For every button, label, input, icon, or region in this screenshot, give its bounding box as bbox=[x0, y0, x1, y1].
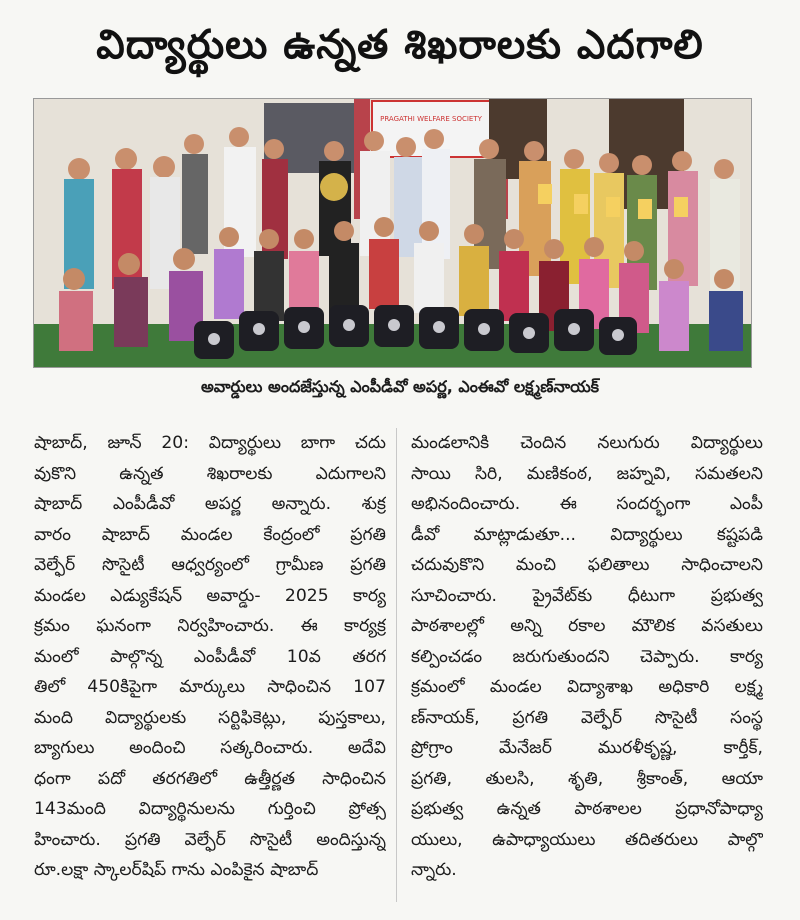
article-line: యులు, ఉపాధ్యాయులు తదితరులు పాల్గొ bbox=[411, 829, 763, 850]
article-line: మండల ఎడ్యుకేషన్ అవార్డు- 2025 కార్య bbox=[34, 585, 386, 606]
article-column-left bbox=[34, 428, 386, 886]
article-line: 143మంది విద్యార్థినులను గుర్తించి ప్రోత్స bbox=[34, 799, 386, 819]
article-line: ప్రభుత్వ ఉన్నత పాఠశాలల ప్రధానోపాధ్యా bbox=[411, 799, 763, 819]
article-line: ణ్‌నాయక్, ప్రగతి వెల్ఫేర్ సొసైటీ సంస్థ bbox=[411, 707, 763, 728]
headline: విద్యార్థులు ఉన్నత శిఖరాలకు ఎదగాలి bbox=[96, 22, 704, 68]
photo-caption: అవార్డులు అందజేస్తున్న ఎంపీడీవో అపర్ణ, ఎంఈవో లక్ష్మణ్‌నాయక్ bbox=[200, 377, 600, 396]
article-column-right bbox=[411, 428, 763, 886]
article-line: తిలో 450కిపైగా మార్కులు సాధించిన 107 bbox=[34, 677, 386, 697]
news-photo bbox=[33, 98, 752, 368]
article-line: పాఠశాలల్లో అన్ని రకాల మౌలిక వసతులు bbox=[411, 616, 763, 636]
article-line: అభినందించారు. ఈ సందర్భంగా ఎంపీ bbox=[411, 494, 763, 514]
article-line: వెల్ఫేర్ సొసైటీ ఆధ్వర్యంలో గ్రామీణ ప్రగతి bbox=[34, 555, 386, 575]
article-line: వుకొని ఉన్నత శిఖరాలకు ఎదుగాలని bbox=[34, 463, 386, 484]
article-line: కల్పించడం జరుగుతుందని చెప్పారు. కార్య bbox=[411, 646, 763, 667]
banner-text: PRAGATHI WELFARE SOCIETY bbox=[380, 115, 482, 123]
column-divider bbox=[396, 428, 397, 902]
article-line: మంలో పాల్గొన్న ఎంపీడీవో 10వ తరగ bbox=[34, 646, 386, 667]
article-line: క్రమం ఘనంగా నిర్వహించారు. ఈ కార్యక్ర bbox=[34, 616, 386, 636]
article-line: క్రమంలో మండల విద్యాశాఖ అధికారి లక్ష్మ bbox=[411, 677, 763, 697]
article-line: మండలానికి చెందిన నలుగురు విద్యార్థులు bbox=[411, 433, 763, 453]
article-line: ప్రగతి, తులసి, శృతి, శ్రీకాంత్, ఆయా bbox=[411, 768, 763, 789]
group-photo-illustration bbox=[34, 99, 751, 367]
banner bbox=[372, 101, 490, 157]
article-line: సాయి సిరి, మణికంఠ, జహ్నవి, సమతలని bbox=[411, 463, 763, 484]
article-line: వారం షాబాద్ మండల కేంద్రంలో ప్రగతి bbox=[34, 524, 386, 545]
article-line: షాబాద్, జూన్ 20: విద్యార్థులు బాగా చదు bbox=[34, 433, 386, 453]
article-line: బ్యాగులు అందించి సత్కరించారు. అదేవి bbox=[34, 738, 386, 758]
article-line: రూ.లక్షా స్కాలర్‌షిప్ గాను ఎంపికైన షాబాద్ bbox=[34, 860, 319, 880]
article-line: న్నారు. bbox=[411, 860, 457, 880]
article-line: చదువుకొని మంచి ఫలితాలు సాధించాలని bbox=[411, 555, 763, 575]
article-line: సూచించారు. ప్రైవేట్‌కు ధీటుగా ప్రభుత్వ bbox=[411, 585, 763, 606]
article-line: షాబాద్ ఎంపీడీవో అపర్ణ అన్నారు. శుక్ర bbox=[34, 494, 386, 514]
article-line: ప్రోగ్రాం మేనేజర్ మురళీకృష్ణ, కార్తీక్, bbox=[411, 738, 763, 758]
article-line: ధంగా పదో తరగతిలో ఉత్తీర్ణత సాధించిన bbox=[34, 768, 386, 789]
article-line: హించారు. ప్రగతి వెల్ఫేర్ సొసైటీ అందిస్తున్న bbox=[34, 829, 386, 850]
article-line: డీవో మాట్లాడుతూ... విద్యార్థులు కష్టపడి bbox=[411, 524, 763, 545]
article-line: మంది విద్యార్థులకు సర్టిఫికెట్లు, పుస్తకాలు, bbox=[34, 707, 386, 728]
